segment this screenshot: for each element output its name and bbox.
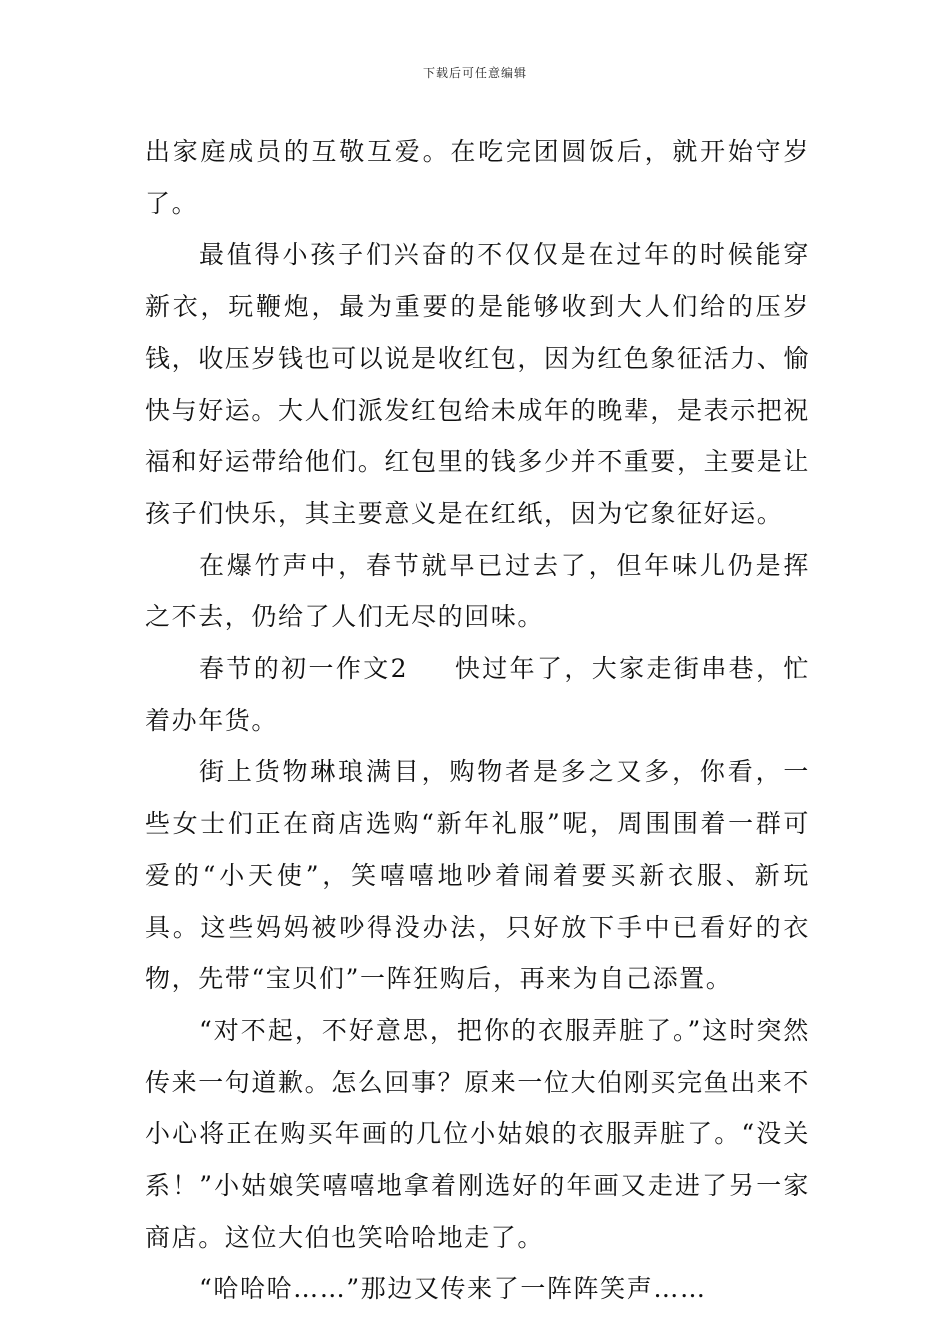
document-body — [145, 126, 810, 1315]
essay-intro-text: 快过年了，大家走街串巷，忙着办年货。 — [145, 654, 810, 735]
paragraph-shopping: 街上货物琳琅满目，购物者是多之又多，你看，一些女士们正在商店选购“新年礼服”呢，周围围着一群可爱的“小天使”，笑嘻嘻地吵着闹着要买新衣服、新玩具。这些妈妈被吵得没办法，只好放下手中已看好的衣物，先带“宝贝们”一阵狂购后，再来为自己添置。 — [145, 757, 810, 994]
paragraph-laughter: “哈哈哈……”那边又传来了一阵阵笑声…… — [199, 1274, 707, 1304]
page-header: 下载后可任意编辑 — [422, 66, 527, 80]
paragraph-continuation: 出家庭成员的互敬互爱。在吃完团圆饭后，就开始守岁了。 — [145, 137, 810, 218]
paragraph-lucky-money: 最值得小孩子们兴奋的不仅仅是在过年的时候能穿新衣，玩鞭炮，最为重要的是能够收到大人们给的压岁钱，收压岁钱也可以说是收红包，因为红色象征活力、愉快与好运。大人们派发红包给未成年的晚辈，是表示把祝福和好运带给他们。红包里的钱多少并不重要，主要是让孩子们快乐，其主要意义是在红纸，因为它象征好运。 — [145, 240, 811, 528]
paragraph-firecrackers: 在爆竹声中，春节就早已过去了，但年味儿仍是挥之不去，仍给了人们无尽的回味。 — [145, 550, 810, 632]
paragraph-apology: “对不起，不好意思，把你的衣服弄脏了。”这时突然传来一句道歉。怎么回事？原来一位大伯刚买完鱼出来不小心将正在购买年画的几位小姑娘的衣服弄脏了。“没关系！”小姑娘笑嘻嘻地拿着刚选好的年画又走进了另一家商店。这位大伯也笑哈哈地走了。 — [145, 1015, 811, 1252]
paragraph-essay-title — [145, 643, 810, 746]
essay-title: 春节的初一作文2 — [199, 654, 409, 684]
